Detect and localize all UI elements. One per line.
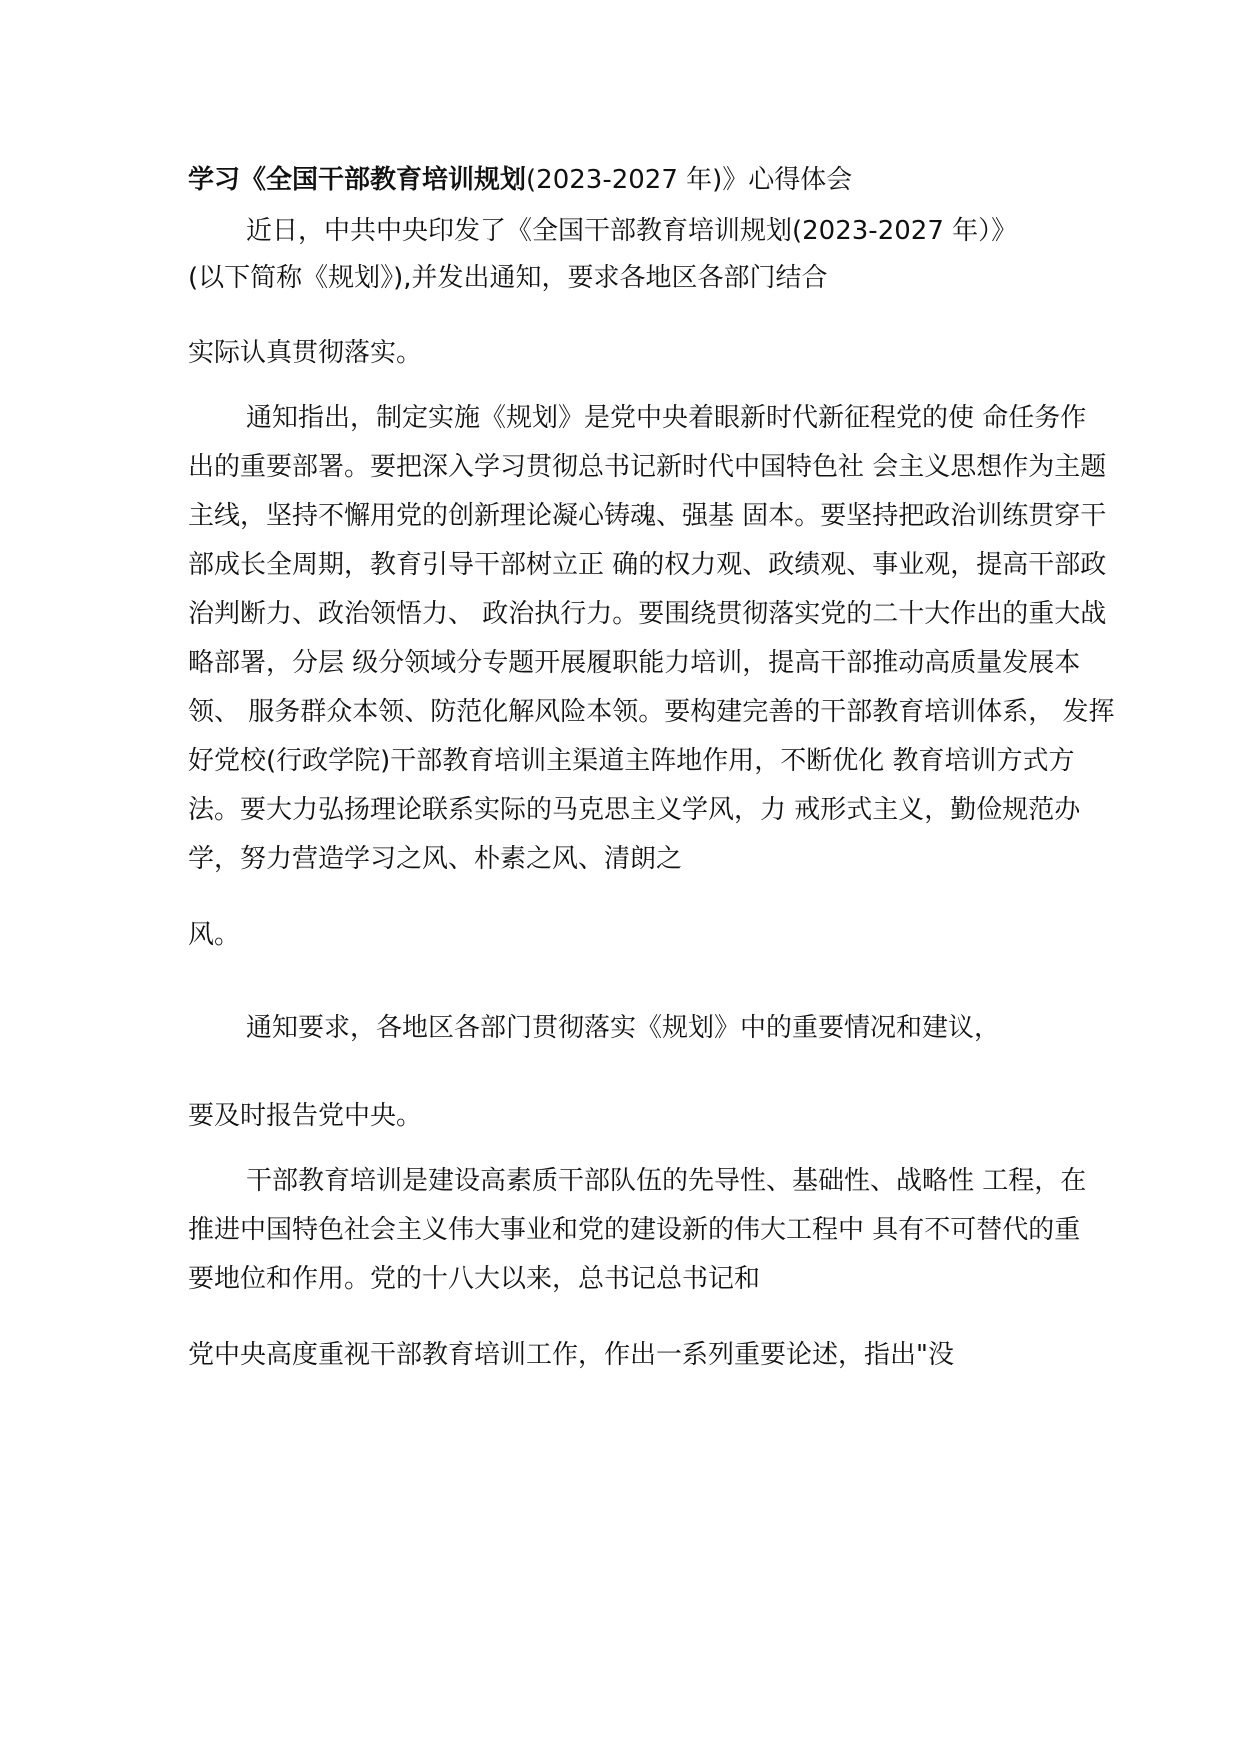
- paragraph-line: 法。要大力弘扬理论联系实际的马克思主义学风，力 戒形式主义，勤俭规范办: [188, 795, 1081, 825]
- paragraph-line: 出的重要部署。要把深入学习贯彻总书记新时代中国特色社 会主义思想作为主题: [188, 452, 1107, 482]
- paragraph-line: 好党校(行政学院)干部教育培训主渠道主阵地作用，不断优化 教育培训方式方: [188, 746, 1075, 776]
- paragraph-line: 领、 服务群众本领、防范化解风险本领。要构建完善的干部教育培训体系， 发挥: [188, 697, 1115, 727]
- paragraph-line: 部成长全周期，教育引导干部树立正 确的权力观、政绩观、事业观，提高干部政: [188, 550, 1107, 580]
- paragraph-line: 风。: [188, 920, 241, 950]
- title-main: 学习《全国干部教育培训规划: [188, 165, 527, 195]
- paragraph-line: 治判断力、政治领悟力、 政治执行力。要围绕贯彻落实党的二十大作出的重大战: [188, 599, 1107, 629]
- paragraph-line: 近日，中共中央印发了《全国干部教育培训规划(2023-2027 年）》: [246, 216, 1018, 246]
- paragraph-line: 要及时报告党中央。: [188, 1101, 423, 1131]
- paragraph-line: 干部教育培训是建设高素质干部队伍的先导性、基础性、战略性 工程，在: [246, 1166, 1087, 1196]
- title-paren: (2023-2027 年)》心得体会: [526, 165, 853, 195]
- paragraph-line: 推进中国特色社会主义伟大事业和党的建设新的伟大工程中 具有不可替代的重: [188, 1215, 1081, 1245]
- paragraph-line: 通知要求，各地区各部门贯彻落实《规划》中的重要情况和建议，: [246, 1013, 1001, 1043]
- paragraph-line: 要地位和作用。党的十八大以来，总书记总书记和: [188, 1264, 761, 1294]
- paragraph-line: (以下简称《规划》),并发出通知，要求各地区各部门结合: [188, 263, 828, 293]
- paragraph-line: 通知指出，制定实施《规划》是党中央着眼新时代新征程党的使 命任务作: [246, 403, 1087, 433]
- paragraph-line: 主线，坚持不懈用党的创新理论凝心铸魂、强基 固本。要坚持把政治训练贯穿干: [188, 501, 1107, 531]
- paragraph-line: 学，努力营造学习之风、朴素之风、清朗之: [188, 844, 683, 874]
- paragraph-line: 党中央高度重视干部教育培训工作，作出一系列重要论述，指出"没: [188, 1340, 954, 1370]
- document-title: [188, 163, 852, 197]
- paragraph-line: 实际认真贯彻落实。: [188, 338, 423, 368]
- paragraph-line: 略部署，分层 级分领域分专题开展履职能力培训，提高干部推动高质量发展本: [188, 648, 1081, 678]
